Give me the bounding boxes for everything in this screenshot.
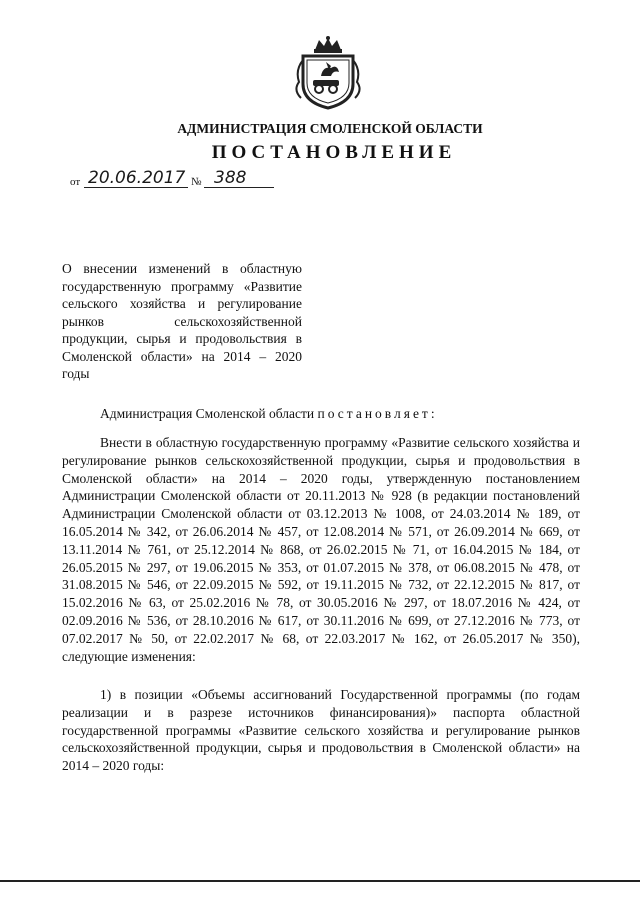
item-1-paragraph: 1) в позиции «Объемы ассигнований Государственной программы (по годам реализации и в разрезе источников финансирования)» паспорта областной государственной программы «Развитие сельского хозяйства и регулирование рынков сельскохозяйственной продукции, сырья и продовольствия в Смоленской области» на 2014 – 2020 годы: <box>62 687 580 774</box>
handwritten-date: 20.06.2017 <box>88 168 186 188</box>
handwritten-number: 388 <box>214 168 247 188</box>
preamble-text: Администрация Смоленской области <box>100 406 315 421</box>
document-subject: О внесении изменений в областную государственную программу «Развитие сельского хозяйства и регулирование рынков сельскохозяйственной продукции, сырья и продовольствия в Смоленской области» на 2014 – 2020 годы <box>62 261 302 381</box>
date-number-line <box>70 170 290 190</box>
preamble-verb: постановляет: <box>317 406 438 421</box>
date-from-label: от <box>70 176 81 188</box>
preamble <box>100 406 438 422</box>
document-type: ПОСТАНОВЛЕНИЕ <box>211 142 457 163</box>
body-paragraph: Внести в областную государственную программу «Развитие сельского хозяйства и регулирование рынков сельскохозяйственной продукции, сырья и продовольствия в Смоленской области» на 2014 – 2020 годы, утвержденную постановлением Администрации Смоленской области от 20.11.2013 № 928 (в редакции постановлений Администрации Смоленской области от 03.12.2013 № 1008, от 24.03.2014 № 189, от 16.05.2014 № 342, от 26.06.2014 № 457, от 12.08.2014 № 571, от 26.09.2014 № 669, от 13.11.2014 № 761, от 25.12.2014 № 868, от 26.02.2015 № 71, от 16.04.2015 № 184, от 26.05.2015 № 297, от 19.06.2015 № 353, от 01.07.2015 № 378, от 06.08.2015 № 478, от 31.08.2015 № 546, от 22.09.2015 № 592, от 19.11.2015 № 732, от 22.12.2015 № 817, от 15.02.2016 № 63, от 25.02.2016 № 78, от 30.05.2016 № 297, от 18.07.2016 № 424, от 02.09.2016 № 536, от 28.10.2016 № 617, от 30.11.2016 № 699, от 27.12.2016 № 773, от 07.02.2017 № 50, от 22.02.2017 № 68, от 22.03.2017 № 162, от 26.05.2017 № 350), следующие изменения: <box>62 435 580 664</box>
organization-name: АДМИНИСТРАЦИЯ СМОЛЕНСКОЙ ОБЛАСТИ <box>177 121 483 136</box>
bottom-divider <box>0 880 640 882</box>
coat-of-arms-icon <box>293 36 363 110</box>
number-label: № <box>191 176 202 188</box>
